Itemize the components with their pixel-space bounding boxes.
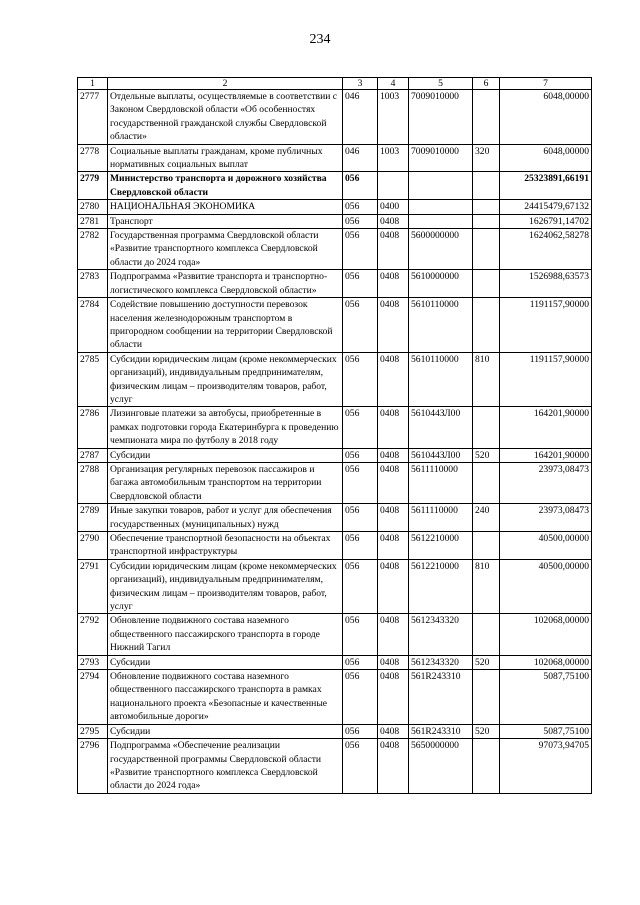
ministry-code-cell: 056: [343, 270, 378, 298]
item-name-cell: Министерство транспорта и дорожного хозяйства Свердловской области: [108, 172, 343, 200]
amount-cell: 6048,00000: [500, 90, 592, 145]
table-row: [78, 229, 592, 270]
ministry-code-cell: 056: [343, 214, 378, 228]
column-header: 4: [378, 78, 409, 90]
section-code-cell: 0408: [378, 504, 409, 532]
ministry-code-cell: 046: [343, 144, 378, 172]
amount-cell: 1191157,90000: [500, 352, 592, 407]
ministry-code-cell: 056: [343, 298, 378, 353]
expense-type-code-cell: 240: [473, 504, 500, 532]
expense-type-code-cell: [473, 532, 500, 560]
item-name-cell: Субсидии юридическим лицам (кроме некоммерческих организаций), индивидуальным предпринимателям, физическим лицам – производителям товаров, работ, услуг: [108, 559, 343, 614]
amount-cell: 40500,00000: [500, 532, 592, 560]
section-code-cell: 0408: [378, 724, 409, 738]
table-header-row: [78, 78, 592, 90]
table-row: [78, 214, 592, 228]
target-article-code-cell: 5612210000: [409, 532, 473, 560]
ministry-code-cell: 046: [343, 90, 378, 145]
section-code-cell: 0400: [378, 200, 409, 214]
row-number-cell: 2779: [78, 172, 108, 200]
ministry-code-cell: 056: [343, 229, 378, 270]
section-code-cell: 0408: [378, 298, 409, 353]
amount-cell: 164201,90000: [500, 407, 592, 448]
section-code-cell: 0408: [378, 655, 409, 669]
ministry-code-cell: 056: [343, 655, 378, 669]
row-number-cell: 2780: [78, 200, 108, 214]
target-article-code-cell: 5612343320: [409, 614, 473, 655]
amount-cell: 1191157,90000: [500, 298, 592, 353]
target-article-code-cell: 7009010000: [409, 144, 473, 172]
expense-type-code-cell: [473, 200, 500, 214]
column-header: 6: [473, 78, 500, 90]
amount-cell: 1624062,58278: [500, 229, 592, 270]
table-row: [78, 504, 592, 532]
item-name-cell: Социальные выплаты гражданам, кроме публичных нормативных социальных выплат: [108, 144, 343, 172]
amount-cell: 1626791,14702: [500, 214, 592, 228]
column-header: 3: [343, 78, 378, 90]
expense-type-code-cell: 520: [473, 724, 500, 738]
amount-cell: 6048,00000: [500, 144, 592, 172]
amount-cell: 97073,94705: [500, 739, 592, 794]
row-number-cell: 2783: [78, 270, 108, 298]
table-row: [78, 739, 592, 794]
ministry-code-cell: 056: [343, 172, 378, 200]
item-name-cell: Обеспечение транспортной безопасности на объектах транспортной инфраструктуры: [108, 532, 343, 560]
column-header: 7: [500, 78, 592, 90]
target-article-code-cell: 561044ЗЛ00: [409, 448, 473, 462]
ministry-code-cell: 056: [343, 614, 378, 655]
amount-cell: 24415479,67132: [500, 200, 592, 214]
item-name-cell: Обновление подвижного состава наземного общественного пассажирского транспорта в рамках национального проекта «Безопасные и качественные автомобильные дороги»: [108, 670, 343, 725]
section-code-cell: 0408: [378, 352, 409, 407]
item-name-cell: Государственная программа Свердловской области «Развитие транспортного комплекса Свердловской области до 2024 года»: [108, 229, 343, 270]
ministry-code-cell: 056: [343, 448, 378, 462]
row-number-cell: 2789: [78, 504, 108, 532]
target-article-code-cell: [409, 214, 473, 228]
row-number-cell: 2794: [78, 670, 108, 725]
amount-cell: 40500,00000: [500, 559, 592, 614]
section-code-cell: 0408: [378, 448, 409, 462]
target-article-code-cell: 7009010000: [409, 90, 473, 145]
ministry-code-cell: 056: [343, 352, 378, 407]
section-code-cell: 0408: [378, 462, 409, 503]
target-article-code-cell: 561R243310: [409, 670, 473, 725]
ministry-code-cell: 056: [343, 462, 378, 503]
table-row: [78, 448, 592, 462]
expense-type-code-cell: 810: [473, 352, 500, 407]
item-name-cell: Обновление подвижного состава наземного общественного пассажирского транспорта в городе Нижний Тагил: [108, 614, 343, 655]
item-name-cell: Субсидии: [108, 448, 343, 462]
ministry-code-cell: 056: [343, 532, 378, 560]
ministry-code-cell: 056: [343, 724, 378, 738]
expense-type-code-cell: 810: [473, 559, 500, 614]
table-row: [78, 655, 592, 669]
table-row: [78, 614, 592, 655]
item-name-cell: Содействие повышению доступности перевозок населения железнодорожным транспортом в пригородном сообщении на территории Свердловской области: [108, 298, 343, 353]
column-header: 1: [78, 78, 108, 90]
target-article-code-cell: 5600000000: [409, 229, 473, 270]
section-code-cell: 0408: [378, 532, 409, 560]
column-header: 2: [108, 78, 343, 90]
row-number-cell: 2796: [78, 739, 108, 794]
item-name-cell: Лизинговые платежи за автобусы, приобретенные в рамках подготовки города Екатеринбурга к проведению чемпионата мира по футболу в 2018 году: [108, 407, 343, 448]
table-row: [78, 559, 592, 614]
ministry-code-cell: 056: [343, 559, 378, 614]
expense-type-code-cell: 520: [473, 655, 500, 669]
table-row: [78, 352, 592, 407]
table-row: [78, 144, 592, 172]
expense-type-code-cell: [473, 298, 500, 353]
amount-cell: 102068,00000: [500, 614, 592, 655]
section-code-cell: [378, 172, 409, 200]
table-row: [78, 270, 592, 298]
ministry-code-cell: 056: [343, 200, 378, 214]
target-article-code-cell: 5610000000: [409, 270, 473, 298]
section-code-cell: 0408: [378, 614, 409, 655]
expense-type-code-cell: [473, 214, 500, 228]
expense-type-code-cell: [473, 90, 500, 145]
row-number-cell: 2777: [78, 90, 108, 145]
amount-cell: 1526988,63573: [500, 270, 592, 298]
amount-cell: 25323891,66191: [500, 172, 592, 200]
row-number-cell: 2786: [78, 407, 108, 448]
expense-type-code-cell: [473, 407, 500, 448]
table-row: [78, 670, 592, 725]
target-article-code-cell: 5612343320: [409, 655, 473, 669]
item-name-cell: Организация регулярных перевозок пассажиров и багажа автомобильным транспортом на территории Свердловской области: [108, 462, 343, 503]
table-row: [78, 724, 592, 738]
target-article-code-cell: 5611110000: [409, 504, 473, 532]
item-name-cell: Субсидии юридическим лицам (кроме некоммерческих организаций), индивидуальным предпринимателям, физическим лицам – производителям товаров, работ, услуг: [108, 352, 343, 407]
target-article-code-cell: 5650000000: [409, 739, 473, 794]
section-code-cell: 0408: [378, 214, 409, 228]
table-row: [78, 407, 592, 448]
item-name-cell: Подпрограмма «Развитие транспорта и транспортно-логистического комплекса Свердловской области»: [108, 270, 343, 298]
ministry-code-cell: 056: [343, 739, 378, 794]
target-article-code-cell: 5610110000: [409, 352, 473, 407]
expense-type-code-cell: [473, 670, 500, 725]
row-number-cell: 2790: [78, 532, 108, 560]
row-number-cell: 2781: [78, 214, 108, 228]
expense-type-code-cell: [473, 739, 500, 794]
row-number-cell: 2787: [78, 448, 108, 462]
budget-table: [77, 77, 592, 794]
row-number-cell: 2785: [78, 352, 108, 407]
row-number-cell: 2792: [78, 614, 108, 655]
expense-type-code-cell: 520: [473, 448, 500, 462]
expense-type-code-cell: [473, 229, 500, 270]
target-article-code-cell: [409, 172, 473, 200]
amount-cell: 164201,90000: [500, 448, 592, 462]
table-row: [78, 298, 592, 353]
table-body: [78, 90, 592, 794]
section-code-cell: 0408: [378, 270, 409, 298]
row-number-cell: 2782: [78, 229, 108, 270]
section-code-cell: 0408: [378, 670, 409, 725]
expense-type-code-cell: [473, 614, 500, 655]
target-article-code-cell: 561R243310: [409, 724, 473, 738]
item-name-cell: Транспорт: [108, 214, 343, 228]
amount-cell: 102068,00000: [500, 655, 592, 669]
section-code-cell: 0408: [378, 229, 409, 270]
expense-type-code-cell: 320: [473, 144, 500, 172]
item-name-cell: Подпрограмма «Обеспечение реализации государственной программы Свердловской области «Развитие транспортного комплекса Свердловской области до 2024 года»: [108, 739, 343, 794]
row-number-cell: 2791: [78, 559, 108, 614]
table-row: [78, 172, 592, 200]
target-article-code-cell: 5611110000: [409, 462, 473, 503]
row-number-cell: 2793: [78, 655, 108, 669]
table-row: [78, 200, 592, 214]
expense-type-code-cell: [473, 172, 500, 200]
target-article-code-cell: 5610110000: [409, 298, 473, 353]
item-name-cell: Субсидии: [108, 655, 343, 669]
amount-cell: 5087,75100: [500, 670, 592, 725]
section-code-cell: 1003: [378, 90, 409, 145]
item-name-cell: Отдельные выплаты, осуществляемые в соответствии с Законом Свердловской области «Об особенностях государственной гражданской службы Свердловской области»: [108, 90, 343, 145]
amount-cell: 23973,08473: [500, 462, 592, 503]
amount-cell: 23973,08473: [500, 504, 592, 532]
section-code-cell: 0408: [378, 559, 409, 614]
page-number: 234: [309, 32, 331, 47]
row-number-cell: 2784: [78, 298, 108, 353]
item-name-cell: Иные закупки товаров, работ и услуг для обеспечения государственных (муниципальных) нужд: [108, 504, 343, 532]
ministry-code-cell: 056: [343, 670, 378, 725]
row-number-cell: 2795: [78, 724, 108, 738]
section-code-cell: 0408: [378, 739, 409, 794]
target-article-code-cell: 561044ЗЛ00: [409, 407, 473, 448]
table-row: [78, 90, 592, 145]
ministry-code-cell: 056: [343, 407, 378, 448]
section-code-cell: 1003: [378, 144, 409, 172]
row-number-cell: 2778: [78, 144, 108, 172]
section-code-cell: 0408: [378, 407, 409, 448]
amount-cell: 5087,75100: [500, 724, 592, 738]
ministry-code-cell: 056: [343, 504, 378, 532]
table-row: [78, 532, 592, 560]
item-name-cell: НАЦИОНАЛЬНАЯ ЭКОНОМИКА: [108, 200, 343, 214]
table-row: [78, 462, 592, 503]
item-name-cell: Субсидии: [108, 724, 343, 738]
expense-type-code-cell: [473, 270, 500, 298]
target-article-code-cell: [409, 200, 473, 214]
column-header: 5: [409, 78, 473, 90]
row-number-cell: 2788: [78, 462, 108, 503]
expense-type-code-cell: [473, 462, 500, 503]
target-article-code-cell: 5612210000: [409, 559, 473, 614]
